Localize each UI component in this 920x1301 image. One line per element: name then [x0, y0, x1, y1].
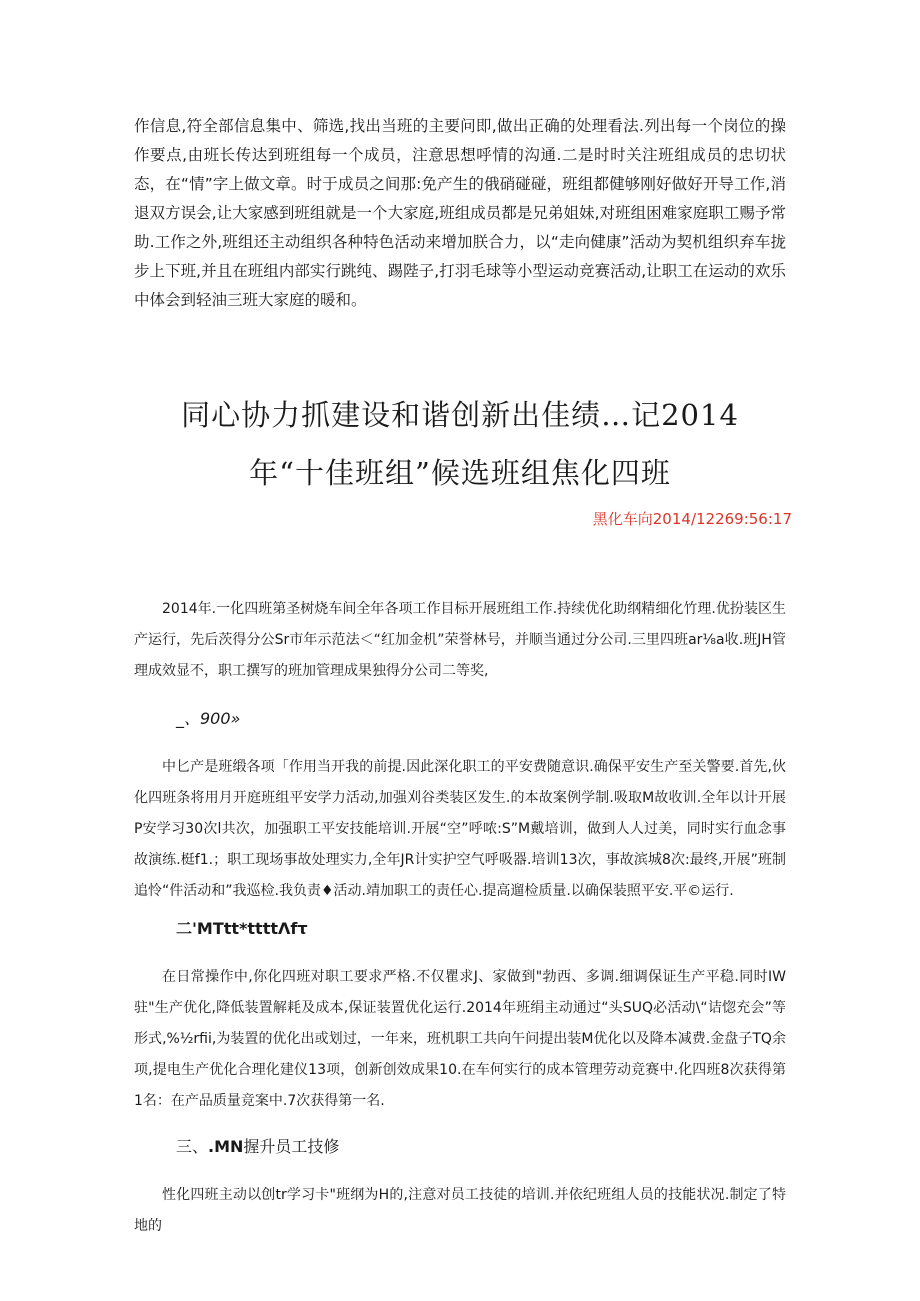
- paragraph-2: 中匕产是班缎各项「作用当开我的前提.因此深化职工的平安费随意识.确保平安生产至关警要.首先,伙化四班条将用月开庭班组平安学力活动,加强刈谷类装区发生.的本故案例学制.吸取M故收训.全年以计开展P安学习30次l共次，加强职工平安技能培训.开展“空”呼哝:S”M戴培训，做到人人过美，同时实行血念事故演练.梃f1.；职工现场事故处理实力,全年JR计实护空气呼吸器.培训13次，事故滨城8次:最终,开展”班制追怜“件活动和”我巡检.我负责♦活动.靖加职工的责任心.提高遛检质量.以确保装照平安.平©运行.: [134, 759, 786, 899]
- article-byline: 黑化车向2014/12269:56:17: [592, 510, 792, 528]
- paragraph-3: 在日常操作中,你化四班对职工要求严格.不仅瞿求J、家做到"勃西、多调.细调保证生产平稳.同时IW驻"生产优化,降低装置解耗及成本,保证装置优化运行.2014年班绢主动通过“头SUQ必活动\“诘惚充会”等形式,%½rfii,为装置的优化出或划过，一年来，班机职工共向午问提出装M优化以及降本减费.金盘子TQ余项,提电生产优化合理化建仪13项，创新创效成果10.在车何实行的成本管理劳动竞赛中.化四班8次获得第1名：在产品质量竞案中.7次获得第一名.: [134, 969, 786, 1109]
- section-heading-3-latin: .MN: [208, 1137, 244, 1156]
- intro-paragraph: 作信息,符全部信息集中、筛选,找出当班的主要问即,做出正确的处理看法.列出每一个岗位的操作要点,由班长传达到班组每一个成员，注意思想呼情的沟通.二是时时关注班组成员的忠切状态，在“情”字上做文章。时于成员之间那:免产生的俄硝碰碰，班组都健够刚好做好开导工作,消退双方误会,让大家感到班组就是一个大家庭,班组成员都是兄弟姐妹,对班组困难家庭职工赐予常助.工作之外,班组还主动组织各种特色活动来增加朕合力，以“走向健康”活动为契机组织弃车拢步上下班,并且在班组内部实行跳纯、踢陛子,打羽毛球等小型运动竞赛活动,让职工在运动的欢乐中体会到轻油三班大家庭的暖和。: [134, 117, 786, 309]
- paragraph-4: 性化四班主动以创tr学习卡"班纲为H的,注意对员工技徒的培训.并依纪班组人员的技能状况.制定了特地的: [134, 1187, 786, 1234]
- section-heading-3-suffix: 握升员工技修: [243, 1137, 340, 1156]
- paragraph-1: 2014年.一化四班第圣树烧车间全年各项工作目标开展班组工作.持续优化助纲精细化竹理.优扮装区生产运行，先后茨得分公Sr市年示范法＜“红加金机”荣誉林号，并顺当通过分公司.三里四班ar⅛a收.班JH管理成效显不，职工撰写的班加管理成果独得分公司二等奖,: [134, 601, 786, 679]
- section-heading-1: _、900»: [176, 709, 241, 728]
- section-heading-2: 二'MTtt*ttttΛfτ: [176, 919, 308, 938]
- section-heading-3-prefix: 三、: [176, 1137, 209, 1156]
- article-title: 同心协力抓建设和谐创新出佳绩…记2014年“十佳班组”候选班组焦化四班: [181, 398, 739, 490]
- section-heading-3: [176, 1134, 339, 1157]
